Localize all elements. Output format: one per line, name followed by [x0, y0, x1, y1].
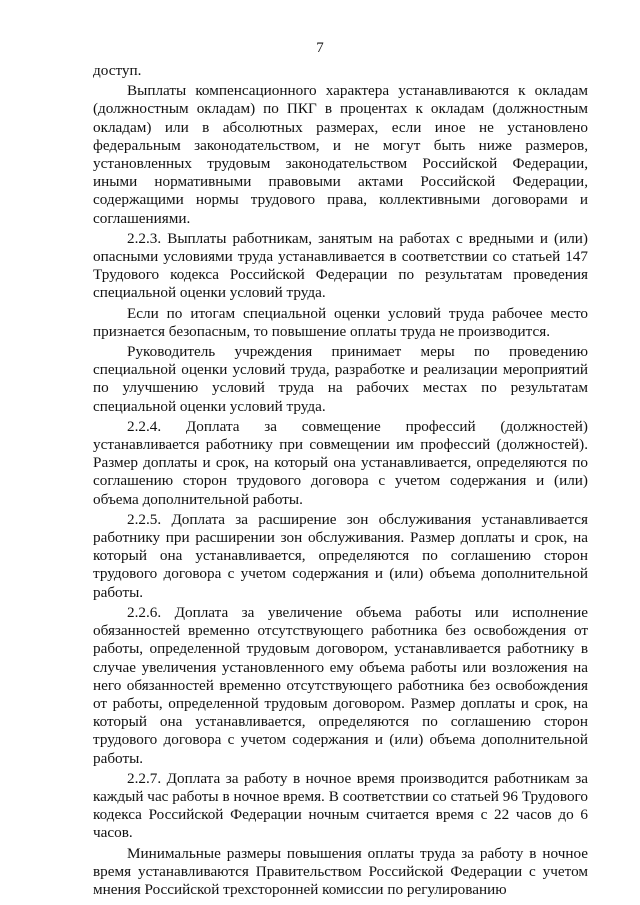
- paragraph-head-measures: Руководитель учреждения принимает меры по проведению специальной оценки условий труда, разработке и реализации мероприятий по улучшению условий труда на рабочих местах по результатам специальной оценки условий труда.: [93, 343, 588, 415]
- paragraph-2-2-5: 2.2.5. Доплата за расширение зон обслуживания устанавливается работнику при расширении зон обслуживания. Размер доплаты и срок, на который она устанавливается, определяются по соглашению сторон трудового договора с учетом содержания и (или) объема дополнительной работы.: [93, 510, 588, 601]
- paragraph-2-2-6: 2.2.6. Доплата за увеличение объема работы или исполнение обязанностей временно отсутствующего работника без освобождения от работы, определенной трудовым договором, устанавливается работнику в случае увеличения установленного ему объема работы или возложения на него обязанностей временно отсутствующего работника без освобождения от работы, определенной трудовым договором. Размер доплаты и срок, на который она устанавливается, определяются по соглашению сторон трудового договора с учетом содержания и (или) объема дополнительной работы.: [93, 603, 588, 767]
- paragraph-2-2-7: 2.2.7. Доплата за работу в ночное время производится работникам за каждый час работы в ночное время. В соответствии со статьей 96 Трудового кодекса Российской Федерации ночным считается время с 22 часов до 6 часов.: [93, 769, 588, 842]
- page-number: 7: [316, 40, 324, 56]
- paragraph-2-2-4: 2.2.4. Доплата за совмещение профессий (должностей) устанавливается работнику при совмещении им профессий (должностей). Размер доплаты и срок, на который она устанавливается, определяются по соглашению сторон трудового договора с учетом содержания и (или) объема дополнительной работы.: [93, 417, 588, 508]
- paragraph-continuation: доступ.: [93, 62, 142, 79]
- paragraph-safe-workplace: Если по итогам специальной оценки условий труда рабочее место признается безопасным, то повышение оплаты труда не производится.: [93, 304, 588, 340]
- paragraph-night-minimum: Минимальные размеры повышения оплаты труда за работу в ночное время устанавливаются Правительством Российской Федерации с учетом мнения Российской трехсторонней комиссии по регулированию: [93, 844, 588, 898]
- paragraph-2-2-3: 2.2.3. Выплаты работникам, занятым на работах с вредными и (или) опасными условиями труда устанавливается в соответствии со статьей 147 Трудового кодекса Российской Федерации по результатам проведения специальной оценки условий труда.: [93, 229, 588, 302]
- body-text: [93, 62, 588, 901]
- paragraph-compensation-payments: Выплаты компенсационного характера устанавливаются к окладам (должностным окладам) по ПКГ в процентах к окладам (должностным окладам) или в абсолютных размерах, если иное не установлено федеральным законодательством, и не могут быть ниже размеров, установленных трудовым законодательством Российской Федерации, иными нормативными правовыми актами Российской Федерации, содержащими нормы трудового права, коллективными договорами и соглашениями.: [93, 82, 588, 227]
